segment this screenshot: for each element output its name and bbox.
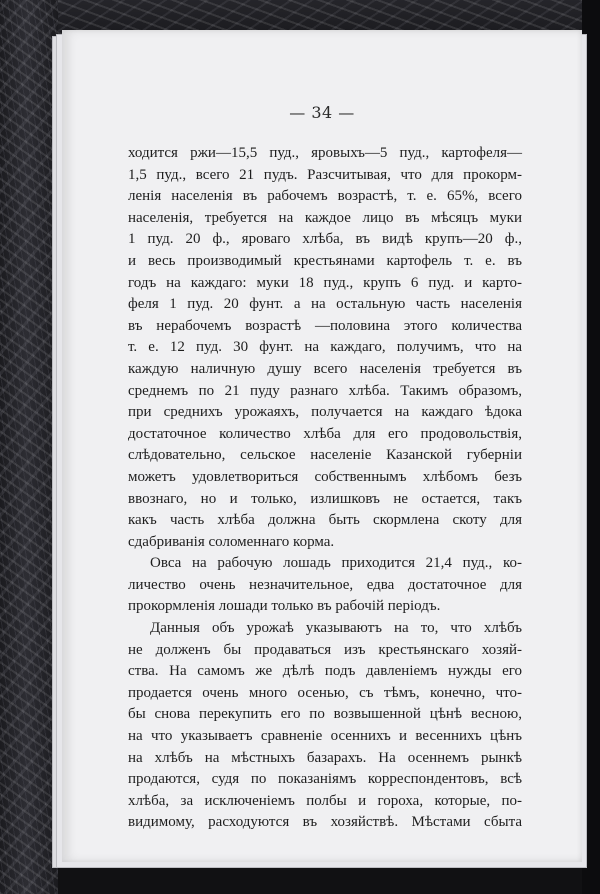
- text-line: населенія, требуется на каждое лицо въ мѣсяцъ муки: [128, 209, 522, 226]
- text-line: среднемъ по 21 пуду разнаго хлѣба. Такимъ образомъ,: [128, 382, 522, 399]
- text-line: ходится ржи—15,5 пуд., яровыхъ—5 пуд., картофеля—: [128, 145, 522, 161]
- text-line: ввознаго, но и только, излишковъ не остается, такъ: [128, 490, 522, 507]
- text-line: при среднихъ урожаяхъ, получается на каждаго ѣдока: [128, 404, 522, 421]
- text-line: Овса на рабочую лошадь приходится 21,4 пуд., ко-: [150, 555, 522, 572]
- text-line: прокормленія лошади только въ рабочій періодъ.: [128, 598, 441, 615]
- text-line: 1 пуд. 20 ф., яроваго хлѣба, въ видѣ крупъ—20 ф.,: [128, 231, 522, 248]
- text-line: на хлѣбъ на мѣстныхъ базарахъ. На осеннемъ рынкѣ: [128, 749, 522, 766]
- marbled-cover-top: [0, 0, 600, 34]
- text-line: достаточное количество хлѣба для его продовольствія,: [128, 425, 522, 442]
- text-line: 1,5 пуд., всего 21 пудъ. Разсчитывая, что для прокорм-: [128, 166, 522, 183]
- text-line: не долженъ бы продаваться изъ крестьянскаго хозяй-: [128, 641, 522, 658]
- text-line: каждую наличную душу всего населенія требуется въ: [128, 360, 522, 377]
- page-number: — 34 —: [289, 103, 355, 122]
- text-line: годъ на каждаго: муки 18 пуд., крупъ 6 пуд. и карто-: [128, 274, 522, 291]
- text-line: хлѣба, за исключеніемъ полбы и гороха, которые, по-: [128, 792, 522, 809]
- text-line: какъ часть хлѣба должна быть скормлена скоту для: [128, 512, 522, 529]
- book-page: [62, 30, 582, 862]
- marbled-cover-edge: [0, 0, 58, 894]
- text-line: продаются, судя по показаніямъ корреспондентовъ, всѣ: [128, 771, 522, 788]
- body-text: [128, 143, 522, 834]
- text-line: личество очень незначительное, едва достаточное для: [128, 576, 522, 593]
- text-line: продается очень много осенью, съ тѣмъ, конечно, что-: [128, 684, 522, 701]
- text-line: ленія населенія въ рабочемъ возрастѣ, т. е. 65%, всего: [128, 188, 522, 205]
- text-line: сдабриванія соломеннаго корма.: [128, 533, 335, 550]
- text-line: въ нерабочемъ возрастѣ —половина этого количества: [128, 317, 522, 334]
- text-line: видимому, расходуются въ хозяйствѣ. Мѣстами сбыта: [128, 814, 522, 831]
- text-line: слѣдовательно, сельское населеніе Казанской губерніи: [128, 447, 522, 464]
- text-line: и весь производимый крестьянами картофель т. е. въ: [128, 252, 522, 269]
- text-line: феля 1 пуд. 20 фунт. а на остальную часть населенія: [128, 296, 522, 313]
- text-line: бы снова перекупить его по возвышенной цѣнѣ весною,: [128, 706, 522, 723]
- text-line: Данныя объ урожаѣ указываютъ на то, что хлѣбъ: [150, 620, 522, 637]
- text-line: можетъ удовлетвориться собственнымъ хлѣбомъ безъ: [128, 468, 522, 485]
- text-line: ства. На самомъ же дѣлѣ подъ давленіемъ нужды его: [128, 663, 522, 680]
- text-line: т. е. 12 пуд. 30 фунт. на каждаго, получимъ, что на: [128, 339, 522, 356]
- text-line: на что указываетъ сравненіе осеннихъ и весеннихъ цѣнъ: [128, 728, 522, 745]
